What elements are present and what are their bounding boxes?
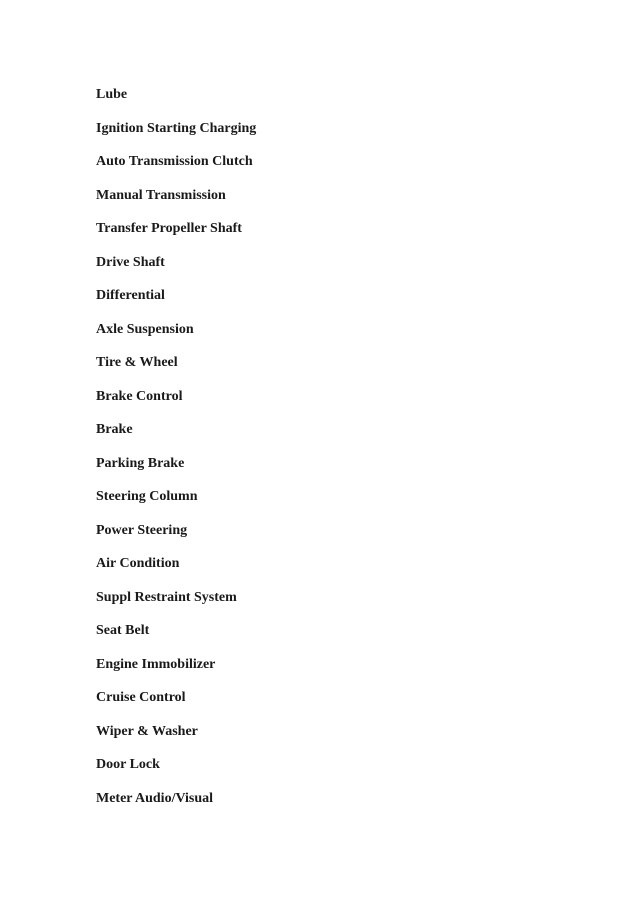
section-item: Brake Control [96,388,183,404]
section-item: Auto Transmission Clutch [96,154,253,169]
section-item: Drive Shaft [96,254,165,270]
section-item: Engine Immobilizer [96,656,216,672]
section-item: Differential [96,288,165,303]
section-item: Door Lock [96,757,160,772]
section-item: Suppl Restraint System [96,589,237,605]
section-item: Lube [96,87,128,102]
section-item: Tire & Wheel [96,355,178,370]
section-item: Power Steering [96,522,188,538]
section-item: Ignition Starting Charging [96,120,257,136]
section-item: Brake [96,422,133,437]
section-list [96,85,256,822]
section-item: Parking Brake [96,455,185,471]
section-item: Air Condition [96,556,180,571]
section-item: Cruise Control [96,690,186,705]
section-item: Transfer Propeller Shaft [96,221,242,236]
section-item: Wiper & Washer [96,723,198,739]
section-item: Meter Audio/Visual [96,790,214,806]
section-item: Steering Column [96,489,198,504]
section-item: Axle Suspension [96,321,194,337]
section-item: Manual Transmission [96,187,226,203]
section-item: Seat Belt [96,623,150,638]
